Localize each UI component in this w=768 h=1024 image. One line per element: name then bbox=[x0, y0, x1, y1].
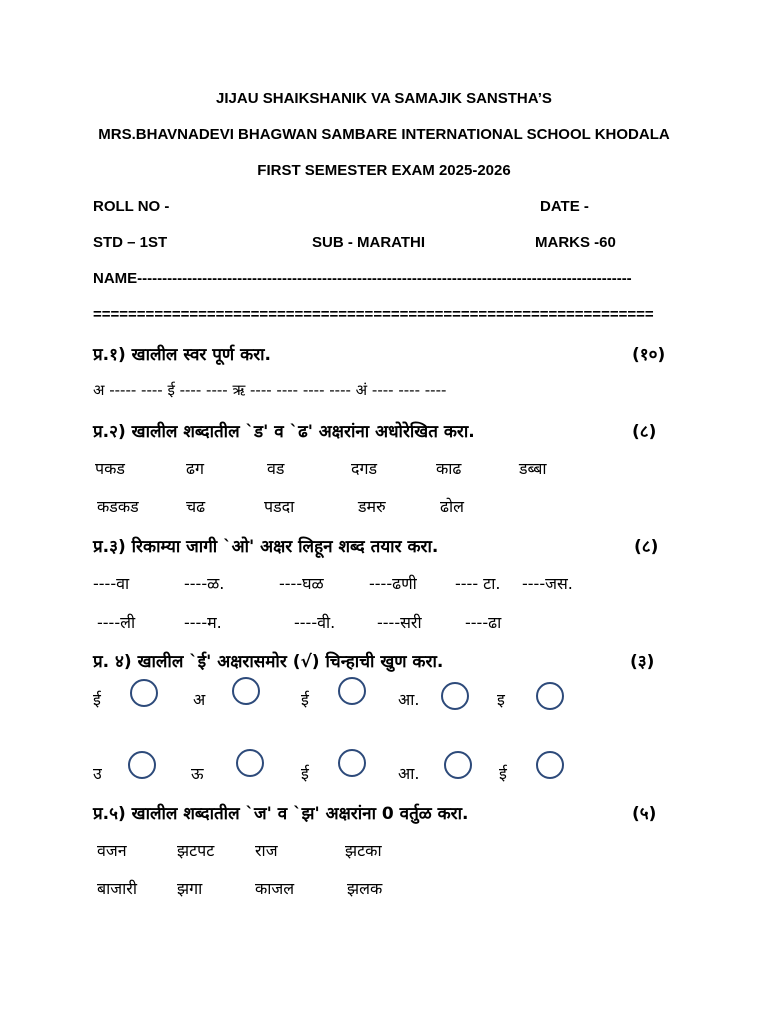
list-item: चढ bbox=[186, 497, 206, 516]
name-line: NAME--------------------------------------------------------------------------------------------------- bbox=[93, 270, 632, 287]
list-item: पकड bbox=[95, 459, 125, 478]
list-item: पडदा bbox=[264, 497, 295, 516]
question-1-marks: (१०) bbox=[632, 345, 666, 365]
list-item: ---- टा. bbox=[455, 574, 501, 593]
list-item: झलक bbox=[347, 879, 383, 898]
list-item: ----घळ bbox=[279, 574, 324, 593]
list-item: ढोल bbox=[440, 497, 465, 516]
letter-option: ई bbox=[301, 690, 309, 709]
question-3-marks: (८) bbox=[634, 537, 659, 557]
question-2: प्र.२) खालील शब्दातील `ड' व `ढ' अक्षरांना अधोरेखित करा. bbox=[93, 422, 475, 442]
roll-no-label: ROLL NO - bbox=[93, 198, 170, 215]
list-item: दगड bbox=[351, 459, 378, 478]
answer-circle[interactable] bbox=[338, 749, 366, 777]
list-item: ढग bbox=[186, 459, 205, 478]
list-item: झटपट bbox=[177, 841, 215, 860]
list-item: झगा bbox=[177, 879, 203, 898]
list-item: काजल bbox=[255, 879, 295, 898]
list-item: राज bbox=[255, 841, 278, 860]
subject-label: SUB - MARATHI bbox=[312, 234, 426, 251]
answer-circle[interactable] bbox=[128, 751, 156, 779]
letter-option: ऊ bbox=[191, 764, 204, 783]
list-item: ----ढणी bbox=[369, 574, 417, 593]
letter-option: ई bbox=[93, 690, 101, 709]
letter-option: ई bbox=[301, 764, 309, 783]
list-item: ----वी. bbox=[294, 613, 336, 632]
list-item: ----ढा bbox=[465, 613, 502, 632]
school-trust-title: JIJAU SHAIKSHANIK VA SAMAJIK SANSTHA’S bbox=[216, 90, 552, 107]
exam-title: FIRST SEMESTER EXAM 2025-2026 bbox=[257, 162, 511, 179]
answer-circle[interactable] bbox=[338, 677, 366, 705]
list-item: ----ळ. bbox=[184, 574, 225, 593]
list-item: डमरु bbox=[358, 497, 386, 516]
letter-option: अ bbox=[193, 690, 206, 709]
question-2-marks: (८) bbox=[632, 422, 657, 442]
separator-line: ================================================================ bbox=[93, 306, 654, 323]
question-1: प्र.१) खालील स्वर पूर्ण करा. bbox=[93, 345, 272, 365]
list-item: ----ली bbox=[97, 613, 136, 632]
answer-circle[interactable] bbox=[232, 677, 260, 705]
answer-circle[interactable] bbox=[236, 749, 264, 777]
question-4: प्र. ४) खालील `ई' अक्षरासमोर (√) चिन्हाची खुण करा. bbox=[93, 652, 444, 672]
answer-circle[interactable] bbox=[536, 682, 564, 710]
std-label: STD – 1ST bbox=[93, 234, 168, 251]
letter-option: ई bbox=[499, 764, 507, 783]
marks-label: MARKS -60 bbox=[535, 234, 616, 251]
list-item: ----म. bbox=[184, 613, 222, 632]
question-3: प्र.३) रिकाम्या जागी `ओ' अक्षर लिहून शब्द तयार करा. bbox=[93, 537, 439, 557]
letter-option: इ bbox=[497, 690, 505, 709]
list-item: वड bbox=[267, 459, 285, 478]
list-item: झटका bbox=[345, 841, 382, 860]
list-item: ----वा bbox=[93, 574, 130, 593]
list-item: ----सरी bbox=[377, 613, 422, 632]
answer-circle[interactable] bbox=[444, 751, 472, 779]
list-item: बाजारी bbox=[97, 879, 137, 898]
answer-circle[interactable] bbox=[130, 679, 158, 707]
answer-circle[interactable] bbox=[441, 682, 469, 710]
list-item: वजन bbox=[97, 841, 127, 860]
list-item: ----जस. bbox=[522, 574, 573, 593]
letter-option: आ. bbox=[398, 690, 420, 709]
school-name: MRS.BHAVNADEVI BHAGWAN SAMBARE INTERNATIONAL SCHOOL KHODALA bbox=[98, 126, 670, 143]
q1-vowel-row: अ ----- ---- ई ---- ---- ऋ ---- ---- ---- ---- अं ---- ---- ---- bbox=[93, 381, 447, 399]
letter-option: उ bbox=[93, 764, 102, 783]
date-label: DATE - bbox=[540, 198, 589, 215]
list-item: डब्बा bbox=[519, 459, 547, 478]
list-item: कडकड bbox=[97, 497, 139, 516]
question-4-marks: (३) bbox=[630, 652, 655, 672]
list-item: काढ bbox=[436, 459, 462, 478]
answer-circle[interactable] bbox=[536, 751, 564, 779]
letter-option: आ. bbox=[398, 764, 420, 783]
question-5: प्र.५) खालील शब्दातील `ज' व `झ' अक्षरांना 0 वर्तुळ करा. bbox=[93, 804, 469, 824]
question-5-marks: (५) bbox=[632, 804, 657, 824]
